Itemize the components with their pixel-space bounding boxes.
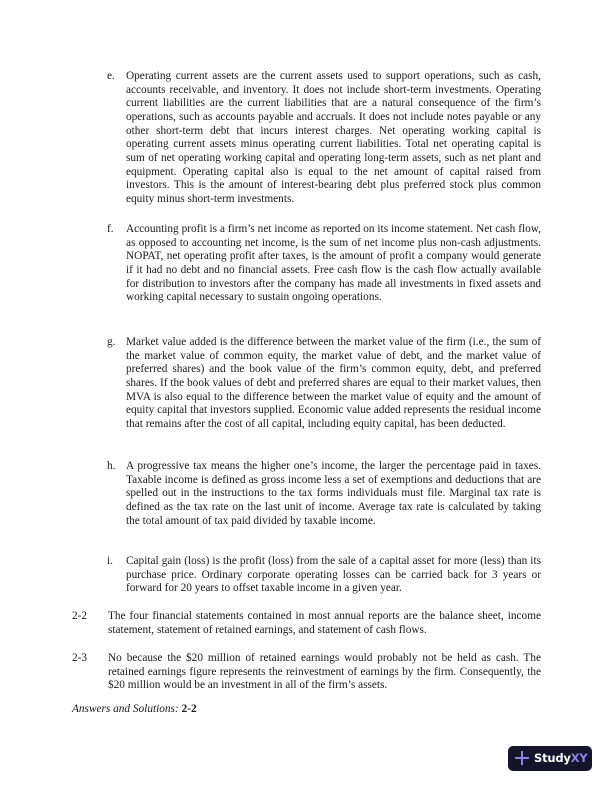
answer-item-f [107,223,541,305]
problem-text: The four financial statements contained in most annual reports are the balance sheet, income statement, statement of retained earnings, and statement of cash flows. [108,610,541,636]
answer-item-i [107,555,541,596]
item-label: i. [107,555,113,567]
item-text: Capital gain (loss) is the profit (loss) from the sale of a capital asset for more (less) than its purchase price. Ordinary corporate operating losses can be carried back for 3 years or forward for 20 years to offset taxable income in a given year. [126,555,541,595]
studyxy-badge[interactable] [508,746,592,771]
item-label: g. [107,336,116,348]
item-text: Accounting profit is a firm’s net income as reported on its income statement. Net cash flow, as opposed to accounting net income, is the sum of net income plus non-cash adjustments. NOPAT, net operating profit after taxes, is the amount of profit a company would generate if it had no debt and no financial assets. Free cash flow is the cash flow actually available for distribution to investors after the company has made all investments in fixed assets and working capital necessary to sustain ongoing operations. [126,223,541,304]
footer-page-number: 2-2 [181,703,197,715]
problem-number: 2-2 [72,610,88,622]
plus-icon [515,751,529,765]
item-label: h. [107,460,116,472]
item-text: A progressive tax means the higher one’s income, the larger the percentage paid in taxes. Taxable income is defined as gross income less a set of exemptions and deductions that are spelled out in the instructions to the tax forms individuals must file. Marginal tax rate is defined as the tax rate on the last unit of income. Average tax rate is calculated by taking the total amount of tax paid divided by taxable income. [126,460,541,527]
problem-number: 2-3 [72,652,88,664]
brand-primary: Study [534,751,571,765]
page-footer [72,703,197,715]
problem-text: No because the $20 million of retained earnings would probably not be held as cash. The retained earnings figure represents the reinvestment of earnings by the firm. Consequently, the $20 million would be an investment in all of the firm’s assets. [108,652,541,692]
item-text: Market value added is the difference between the market value of the firm (i.e., the sum of the market value of common equity, the market value of debt, and the market value of preferred shares) and the book value of the firm’s common equity, debt, and preferred shares. If the book values of debt and preferred shares are equal to their market values, then MVA is also equal to the difference between the market value of equity and the amount of equity capital that investors supplied. Economic value added represents the residual income that remains after the cost of all capital, including equity capital, has been deducted. [126,336,541,430]
item-label: e. [107,70,115,82]
brand-accent: XY [570,751,588,765]
problem-2-2 [72,610,541,637]
problem-2-3 [72,652,541,693]
item-label: f. [107,223,114,235]
answer-item-e [107,70,541,207]
answer-item-h [107,460,541,528]
footer-section-label: Answers and Solutions: [72,703,179,715]
item-text: Operating current assets are the current assets used to support operations, such as cash, accounts receivable, and inventory. It does not include short-term investments. Operating current liabilities are the current liabilities that are a natural consequence of the firm’s operations, such as accounts payable and accruals. It does not include notes payable or any other short-term debt that incurs interest charges. Net operating working capital is operating current assets minus operating current liabilities. Total net operating capital is sum of net operating working capital and operating long-term assets, such as net plant and equipment. Operating capital also is equal to the net amount of capital raised from investors. This is the amount of interest-bearing debt plus preferred stock plus common equity minus short-term investments. [126,70,541,205]
brand-logo [534,751,588,765]
answer-item-g [107,336,541,432]
